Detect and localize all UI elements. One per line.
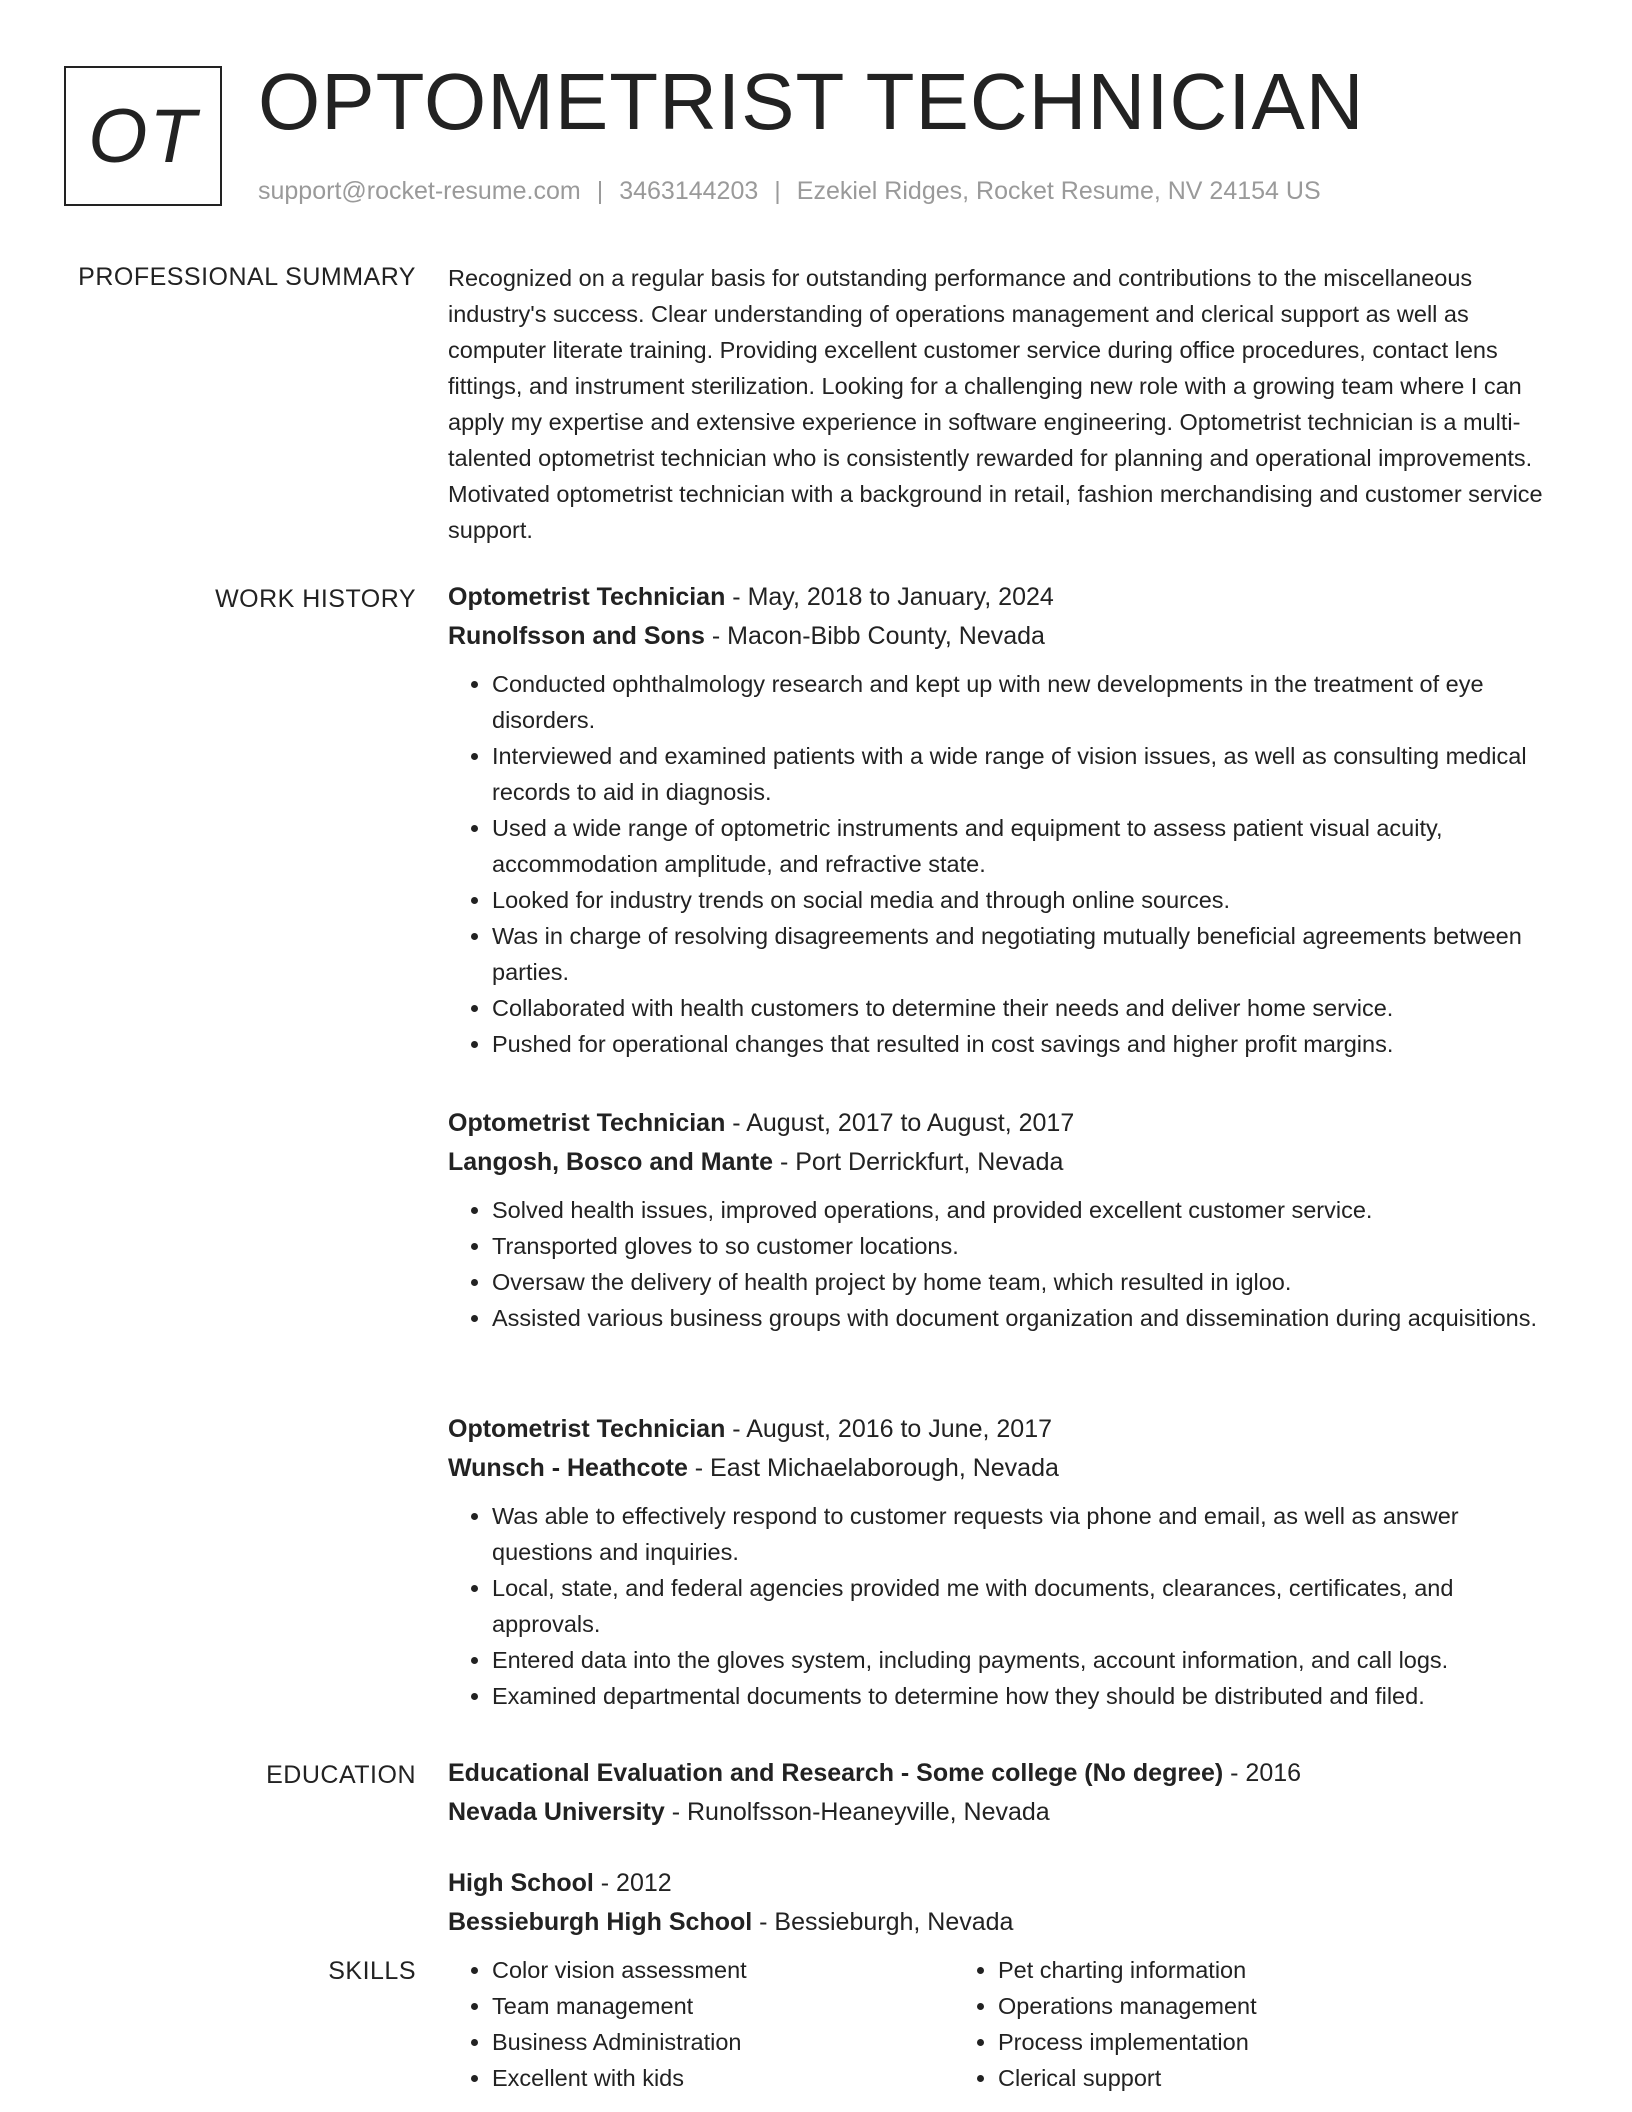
education-degree: High School — [448, 1869, 594, 1897]
job-bullet: • Local, state, and federal agencies provided me with documents, clearances, certificates, and approvals. — [492, 1570, 1548, 1642]
job-bullet: • Transported gloves to so customer locations. — [492, 1228, 1548, 1264]
job-bullet: • Assisted various business groups with document organization and dissemination during acquisitions. — [492, 1300, 1548, 1336]
job-bullet: • Collaborated with health customers to determine their needs and deliver home service. — [492, 990, 1548, 1026]
education-degree-line — [448, 1754, 1548, 1793]
skills-list — [448, 1952, 1548, 2096]
job-entry — [448, 1104, 1548, 1336]
resume-title: OPTOMETRIST TECHNICIAN — [258, 57, 1365, 146]
job-bullet: • Interviewed and examined patients with a wide range of vision issues, as well as consulting medical records to aid in diagnosis. — [492, 738, 1548, 810]
section-label-education: EDUCATION — [266, 1761, 416, 1789]
section-label-summary: PROFESSIONAL SUMMARY — [78, 263, 416, 291]
job-bullet: • Conducted ophthalmology research and kept up with new developments in the treatment of eye disorders. — [492, 666, 1548, 738]
skill-item: • Team management — [492, 1988, 954, 2024]
skill-item: • Excellent with kids — [492, 2060, 954, 2096]
skill-item: • Business Administration — [492, 2024, 954, 2060]
job-dates: - August, 2017 to August, 2017 — [725, 1109, 1075, 1137]
section-label-skills: SKILLS — [328, 1957, 416, 1985]
education-school: Nevada University — [448, 1798, 665, 1826]
job-bullet: • Looked for industry trends on social media and through online sources. — [492, 882, 1548, 918]
job-bullets — [448, 666, 1548, 1062]
job-title-line — [448, 578, 1548, 617]
job-dates: - May, 2018 to January, 2024 — [725, 583, 1054, 611]
job-bullet: • Was able to effectively respond to customer requests via phone and email, as well as answer questions and inquiries. — [492, 1498, 1548, 1570]
summary-text: Recognized on a regular basis for outstanding performance and contributions to the miscellaneous industry's success. Clear understanding of operations management and clerical support as well as computer literate training. Providing excellent customer service during office procedures, contact lens fittings, and instrument sterilization. Looking for a challenging new role with a growing team where I can apply my expertise and extensive experience in software engineering. Optometrist technician is a multi-talented optometrist technician who is consistently rewarded for planning and operational improvements. Motivated optometrist technician with a background in retail, fashion merchandising and customer service support. — [448, 265, 1543, 543]
monogram-badge: OT — [64, 66, 222, 206]
education-location: - Runolfsson-Heaneyville, Nevada — [664, 1798, 1050, 1826]
education-year: - 2012 — [593, 1869, 672, 1897]
education-school-line — [448, 1903, 1548, 1942]
job-bullet: • Oversaw the delivery of health project by home team, which resulted in igloo. — [492, 1264, 1548, 1300]
section-label-work-history: WORK HISTORY — [215, 585, 416, 613]
job-bullet: • Pushed for operational changes that resulted in cost savings and higher profit margins. — [492, 1026, 1548, 1062]
skill-item: • Process implementation — [998, 2024, 1504, 2060]
education-location: - Bessieburgh, Nevada — [752, 1908, 1014, 1936]
job-company-line — [448, 1449, 1548, 1488]
skills-column-left — [448, 1952, 954, 2096]
skill-item: • Clerical support — [998, 2060, 1504, 2096]
education-entry — [448, 1864, 1548, 1942]
education-school: Bessieburgh High School — [448, 1908, 753, 1936]
job-location: - Macon-Bibb County, Nevada — [704, 622, 1045, 650]
job-bullet: • Examined departmental documents to determine how they should be distributed and filed. — [492, 1678, 1548, 1714]
job-bullet: • Was in charge of resolving disagreements and negotiating mutually beneficial agreements between parties. — [492, 918, 1548, 990]
education-school-line — [448, 1793, 1548, 1832]
job-entry — [448, 1410, 1548, 1714]
education-degree-line — [448, 1864, 1548, 1903]
skills-column-right — [954, 1952, 1504, 2096]
job-title: Optometrist Technician — [448, 1109, 726, 1137]
education-year: - 2016 — [1223, 1759, 1302, 1787]
job-bullet: • Used a wide range of optometric instruments and equipment to assess patient visual acuity, accommodation amplitude, and refractive state. — [492, 810, 1548, 882]
job-company-line — [448, 617, 1548, 656]
contact-line — [258, 176, 1321, 206]
education-degree: Educational Evaluation and Research - Some college (No degree) — [448, 1759, 1224, 1787]
summary-block — [448, 260, 1548, 548]
job-company-line — [448, 1143, 1548, 1182]
skill-item: • Operations management — [998, 1988, 1504, 2024]
skill-item: • Color vision assessment — [492, 1952, 954, 1988]
job-company: Wunsch - Heathcote — [448, 1454, 688, 1482]
job-company: Runolfsson and Sons — [448, 622, 705, 650]
job-dates: - August, 2016 to June, 2017 — [725, 1415, 1052, 1443]
contact-phone[interactable]: 3463144203 — [619, 177, 759, 205]
skill-item: • Pet charting information — [998, 1952, 1504, 1988]
job-bullets — [448, 1192, 1548, 1336]
contact-email[interactable]: support@rocket-resume.com — [258, 177, 581, 205]
job-bullets — [448, 1498, 1548, 1714]
job-title-line — [448, 1410, 1548, 1449]
education-entry — [448, 1754, 1548, 1832]
contact-address: Ezekiel Ridges, Rocket Resume, NV 24154 US — [796, 177, 1321, 205]
job-location: - East Michaelaborough, Nevada — [687, 1454, 1059, 1482]
job-location: - Port Derrickfurt, Nevada — [773, 1148, 1064, 1176]
contact-separator: | — [596, 177, 604, 205]
job-title: Optometrist Technician — [448, 583, 726, 611]
contact-separator: | — [774, 177, 781, 205]
job-title-line — [448, 1104, 1548, 1143]
job-entry — [448, 578, 1548, 1062]
job-title: Optometrist Technician — [448, 1415, 726, 1443]
job-company: Langosh, Bosco and Mante — [448, 1148, 774, 1176]
job-bullet: • Solved health issues, improved operations, and provided excellent customer service. — [492, 1192, 1548, 1228]
job-bullet: • Entered data into the gloves system, including payments, account information, and call logs. — [492, 1642, 1548, 1678]
